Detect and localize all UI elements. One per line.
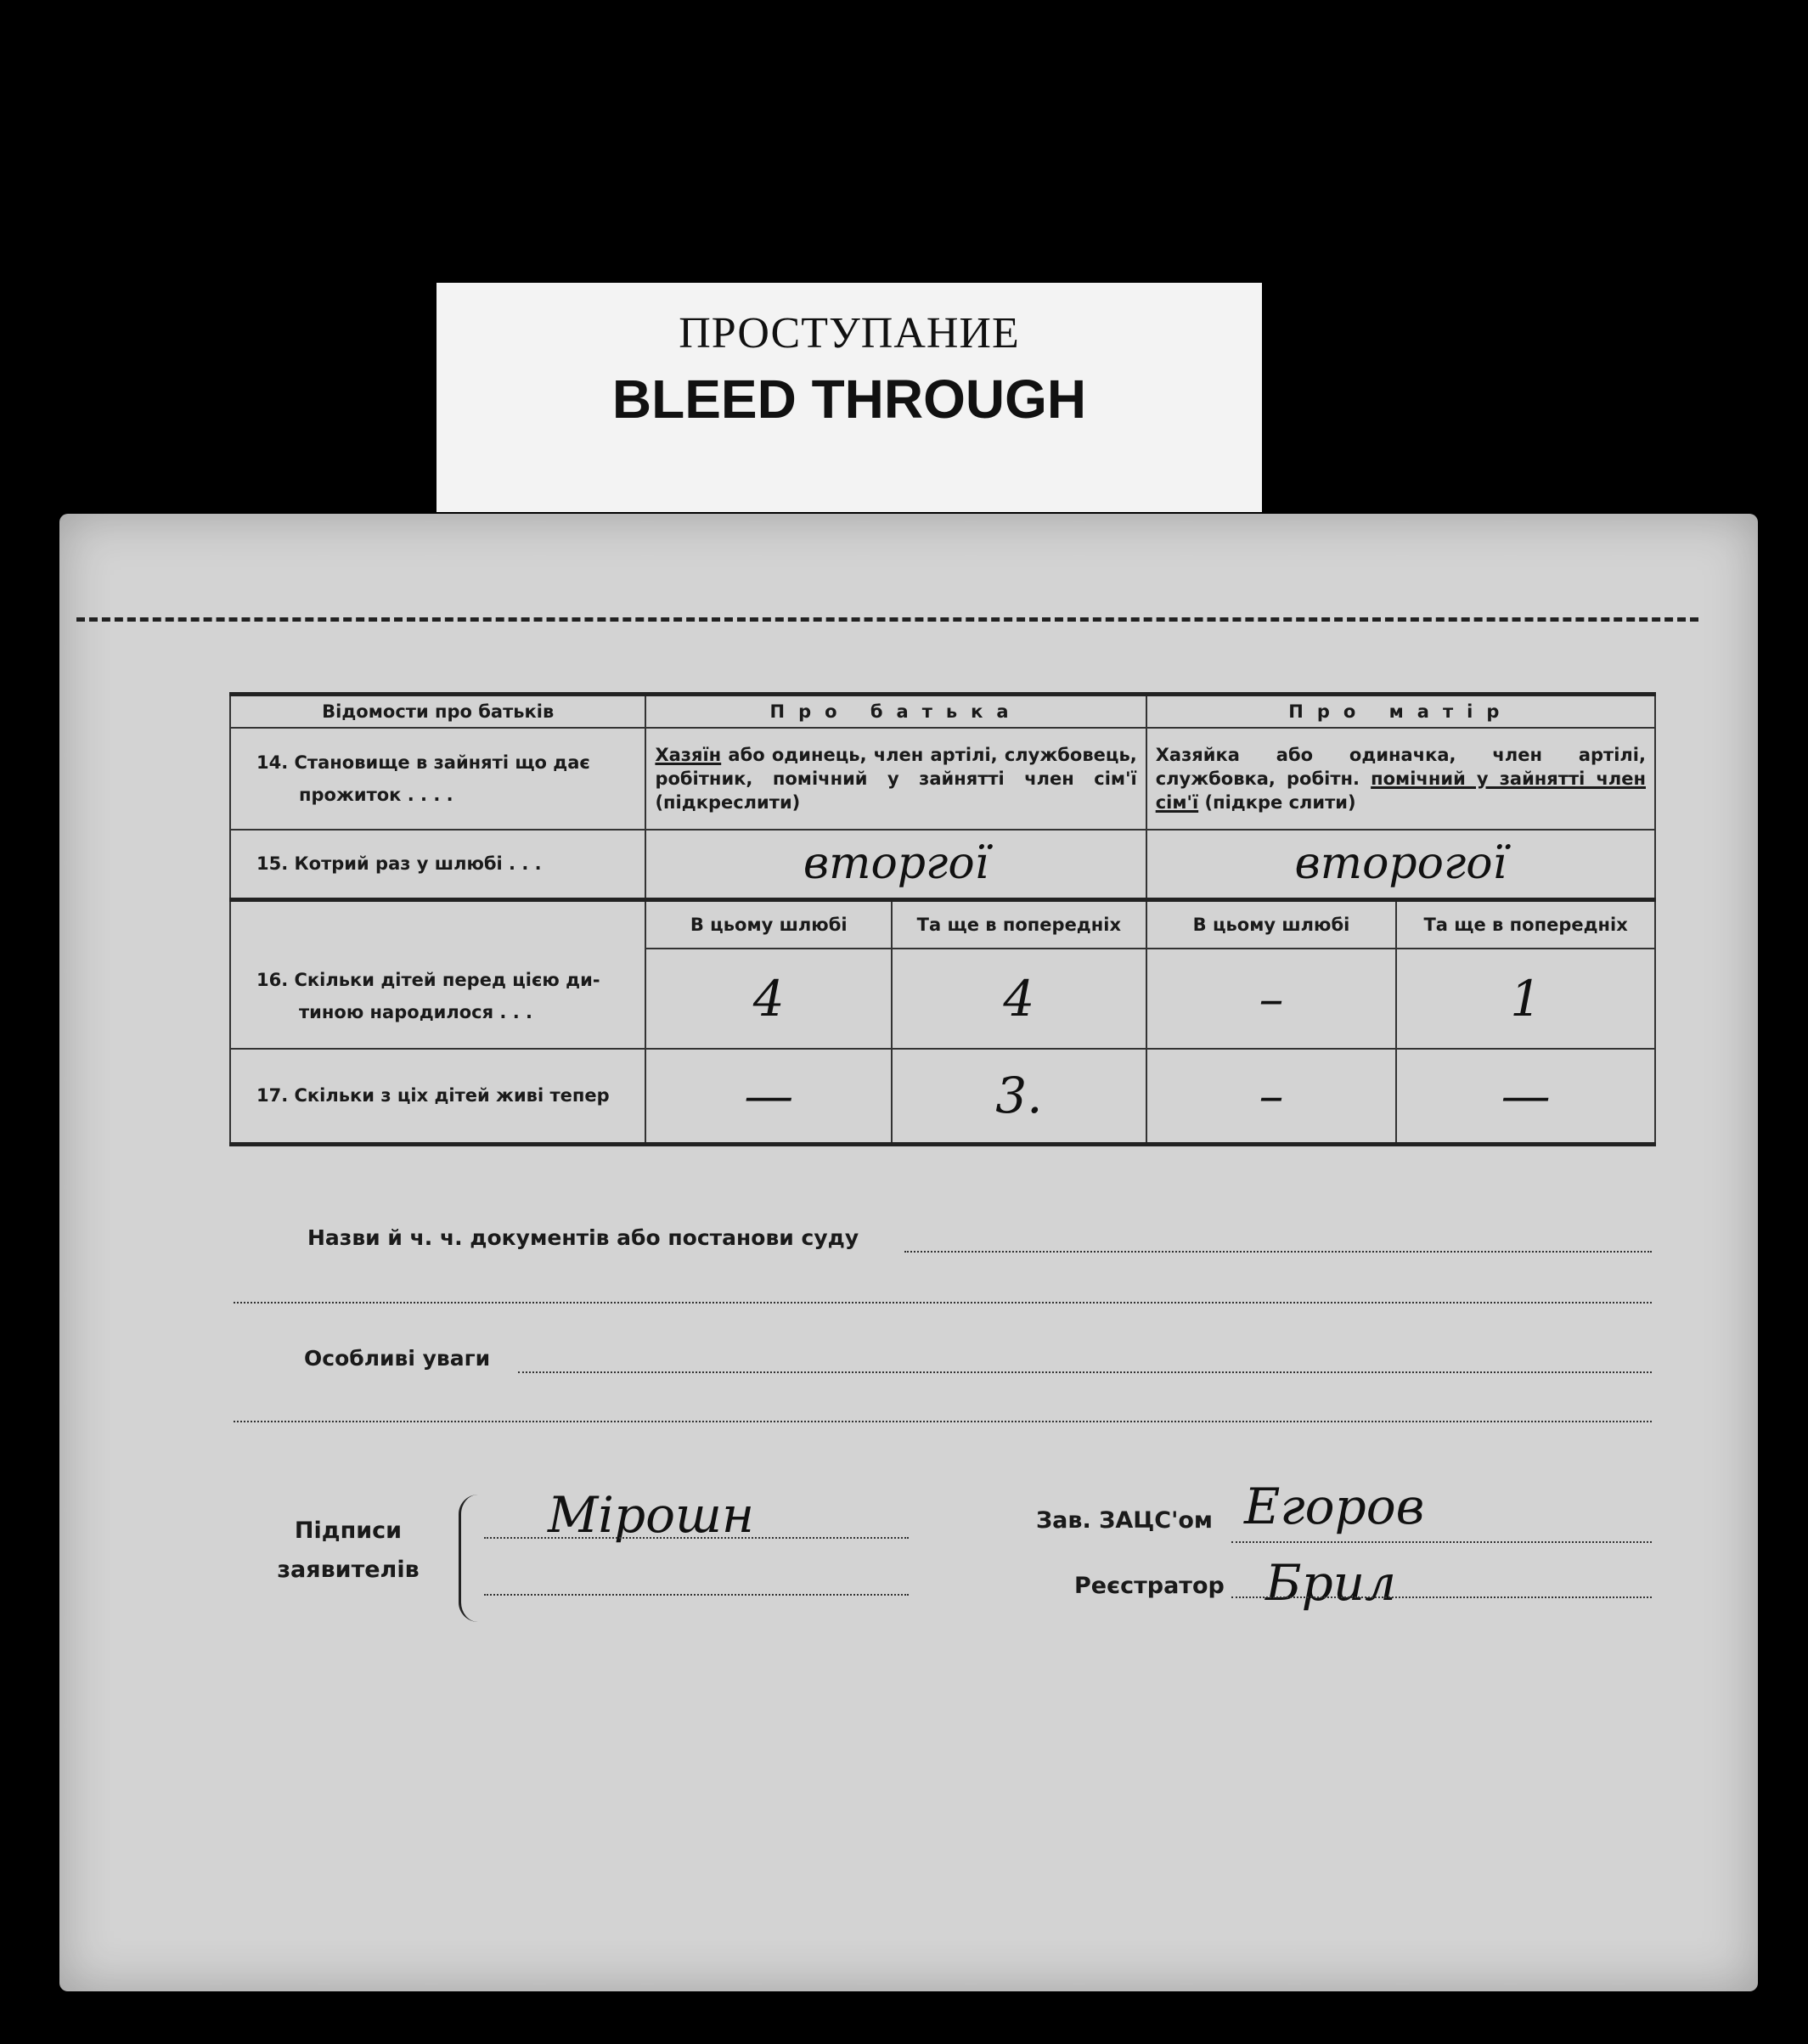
row14-father-options [645,728,1146,830]
bleed-through-label-card [437,283,1262,512]
perforation-line [76,617,1698,622]
documents-line-2 [234,1302,1652,1304]
row16-value-mother-this: – [1146,949,1397,1049]
remarks-label: Особливі уваги [304,1346,491,1371]
table-header-row [230,695,1655,729]
applicant-signature: Мірошн [548,1486,755,1544]
subheader-mother-prev: Та ще в попередніх [1396,899,1655,949]
row16-value-father-prev: 4 [892,949,1146,1049]
row14-label-line2: прожиток . . . . [299,785,453,805]
row16-label [230,899,645,1049]
row17-value-mother-prev: — [1396,1049,1655,1144]
subheader-father-this: В цьому шлюбі [645,899,892,949]
head-line [1231,1541,1652,1543]
header-parents-info: Відомости про батьків [230,695,645,729]
row14-mother-tail: (підкре слити) [1198,792,1356,813]
label-english: BLEED THROUGH [611,369,1087,430]
applicant-line-1 [484,1537,909,1539]
remarks-line-1 [518,1371,1652,1373]
row14-father-text: або одинець, член артілі, службовець, робітник, помічний у зайнятті член сім'ї (підкреслити) [655,745,1137,813]
registrar-label: Реєстратор [1074,1573,1225,1599]
row15-label-text: 15. Котрий раз у шлюбі . . . [256,853,542,875]
row16-value-mother-prev: 1 [1396,949,1655,1049]
subheader-row [230,899,1655,949]
row17-value-father-prev: 3. [892,1049,1146,1144]
label-russian: ПРОСТУПАНИЕ [679,309,1020,358]
header-mother: Про матір [1146,695,1655,729]
row16-label-line2: тиною народилося . . . [299,1001,532,1022]
subheader-father-prev: Та ще в попередніх [892,899,1146,949]
head-zags-label: Зав. ЗАЦС'ом [1036,1507,1213,1534]
header-father: Про батька [645,695,1146,729]
applicants-signatures-label [276,1512,420,1590]
row17-label [230,1049,645,1144]
row17-value-mother-this: – [1146,1049,1397,1144]
remarks-line-2 [234,1421,1652,1422]
row-14 [230,728,1655,830]
registrar-signature: Брил [1265,1554,1397,1612]
row-17 [230,1049,1655,1144]
row14-label-line1: 14. Становище в зайняті що дає [256,752,590,773]
documents-line-1 [904,1251,1652,1253]
row14-label [230,728,645,830]
applicants-label-line2: заявителів [277,1557,420,1583]
row15-father-value: вторгої [645,830,1146,899]
applicant-line-2 [484,1594,909,1596]
row15-mother-value: второгої [1146,830,1655,899]
row16-value-father-this: 4 [645,949,892,1049]
subheader-mother-this: В цьому шлюбі [1146,899,1397,949]
row16-label-line1: 16. Скільки дітей перед цією ди- [256,969,600,990]
registrar-line [1231,1596,1652,1598]
head-signature: Егоров [1244,1478,1425,1535]
row14-mother-text: Хазяйка або одиначка, член артілі, службовка, робітн. [1155,745,1646,789]
applicants-label-line1: Підписи [294,1518,403,1544]
row14-father-underlined: Хазяїн [655,745,722,765]
form-sheet [59,514,1758,1991]
row17-value-father-this: — [645,1049,892,1144]
row14-mother-underlined: помічний у зайнятті член сім'ї [1155,769,1646,813]
row15-label [230,830,645,899]
row17-label-text: 17. Скільки з ціх дітей живі тепер [256,1085,610,1106]
row14-mother-options [1146,728,1655,830]
documents-label: Назви й ч. ч. документів або постанови суду [307,1225,859,1250]
parents-info-table [229,692,1656,1146]
row-15 [230,830,1655,899]
applicants-brace [459,1495,478,1622]
